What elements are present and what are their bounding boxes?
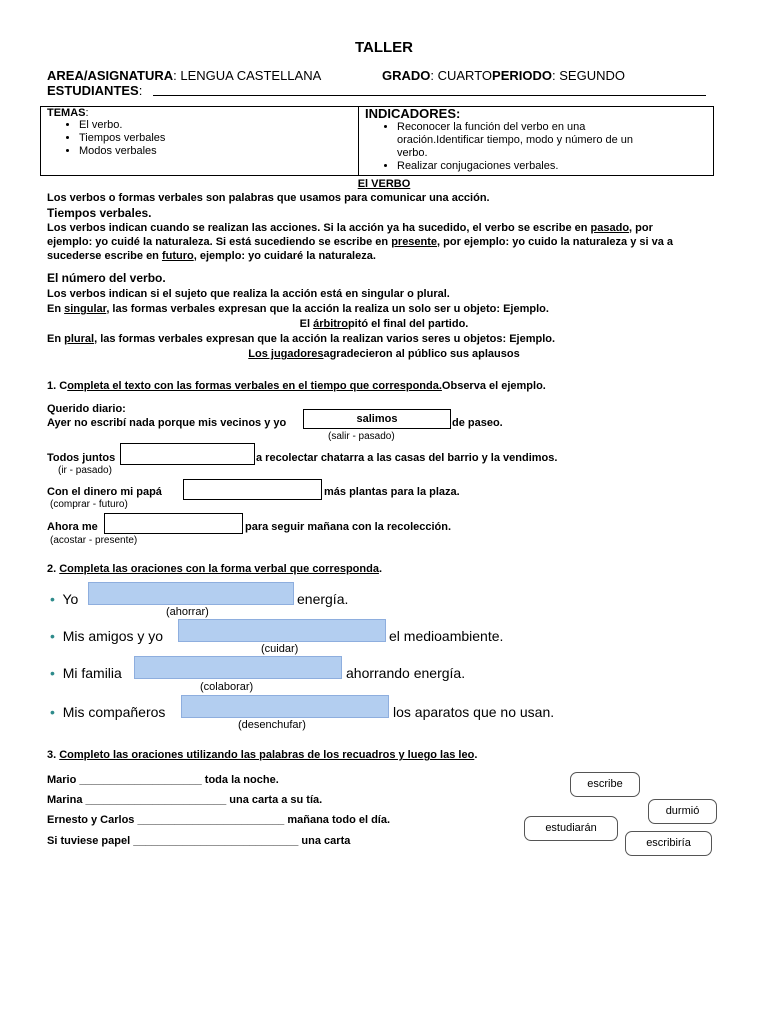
temas-heading: TEMAS — [47, 107, 86, 119]
tiempos-line-2: ejemplo: yo cuidé la naturaleza. Si está sucediendo se escribe en presente, por ejemplo: yo cuido la naturaleza y si va a — [47, 236, 674, 248]
grado-periodo — [382, 68, 625, 83]
indicadores-line: oración.Identificar tiempo, modo y número de un — [397, 134, 634, 146]
page-title: TALLER — [354, 39, 414, 56]
ex1-s3-start: Con el dinero mi papá — [47, 486, 162, 498]
ex2-answer-box-3[interactable] — [134, 656, 342, 679]
ex1-hint-4: (acostar - presente) — [50, 535, 138, 546]
temas-colon: : — [85, 107, 89, 119]
ex1-hint-2: (ir - pasado) — [58, 465, 112, 476]
ex2-item-1-end: energía. — [297, 591, 349, 607]
ex1-answer-box-1[interactable]: salimos — [303, 409, 451, 429]
ex1-greeting: Querido diario: — [47, 403, 126, 415]
ex2-answer-box-4[interactable] — [181, 695, 389, 718]
verbo-intro: Los verbos o formas verbales son palabras que usamos para comunicar una acción. — [47, 192, 490, 204]
ex3-sentence-2: Marina _______________________ una carta a su tía. — [47, 794, 323, 806]
indicadores-cell — [359, 107, 714, 176]
ex1-s2-start: Todos juntos — [47, 452, 116, 464]
numero-heading: El número del verbo. — [47, 271, 166, 285]
word-box-escribe[interactable]: escribe — [570, 772, 640, 797]
ex2-answer-box-1[interactable] — [88, 582, 294, 605]
grado-label: GRADO — [382, 68, 431, 83]
ex1-s1-end: de paseo. — [452, 417, 503, 429]
estudiantes — [47, 83, 142, 98]
grado-value: : CUARTO — [430, 68, 493, 83]
ex2-hint-1: (ahorrar) — [166, 606, 209, 618]
ex2-item-2: • Mis amigos y yo — [50, 628, 164, 644]
estudiantes-colon: : — [138, 83, 143, 98]
singular-example: El árbitropitó el final del partido. — [299, 318, 469, 330]
area-value: : LENGUA CASTELLANA — [173, 68, 322, 83]
numero-line-1: Los verbos indican si el sujeto que realiza la acción está en singular o plural. — [47, 288, 450, 300]
ex2-hint-3: (colaborar) — [200, 681, 254, 693]
ex1-s4-start: Ahora me — [47, 521, 98, 533]
ex1-s2-end: a recolectar chatarra a las casas del barrio y la vendimos. — [256, 452, 558, 464]
estudiantes-line — [153, 95, 706, 96]
ex3-sentence-3: Ernesto y Carlos ________________________ mañana todo el día. — [47, 814, 391, 826]
indicadores-heading: INDICADORES: — [365, 106, 461, 121]
ex1-answer-box-2[interactable] — [120, 443, 255, 465]
temas-indicadores-table — [40, 106, 714, 176]
tiempos-line-3: sucederse escribe en futuro, ejemplo: yo cuidaré la naturaleza. — [47, 250, 376, 262]
ex2-instruction: 2. Completa las oraciones con la forma verbal que corresponda. — [47, 563, 383, 575]
periodo-label: PERIODO — [492, 68, 553, 83]
temas-item: • Tiempos verbales — [79, 132, 352, 145]
area-asignatura — [47, 68, 321, 83]
indicadores-item — [397, 121, 707, 160]
word-box-durmio[interactable]: durmió — [648, 799, 717, 824]
ex2-item-3-end: ahorrando energía. — [346, 665, 466, 681]
indicadores-line: Reconocer la función del verbo en una — [397, 121, 586, 133]
tiempos-line-1: Los verbos indican cuando se realizan las acciones. Si la acción ya ha sucedido, el verbo se escribe en pasado, por — [47, 222, 653, 234]
temas-item: • El verbo. — [79, 119, 352, 132]
temas-item: • Modos verbales — [79, 145, 352, 158]
ex1-s3-end: más plantas para la plaza. — [324, 486, 460, 498]
ex1-instruction: 1. Completa el texto con las formas verbales en el tiempo que corresponda.Observa el ejemplo. — [47, 380, 546, 392]
estudiantes-label: ESTUDIANTES — [47, 83, 139, 98]
ex2-item-1: • Yo — [50, 591, 79, 607]
ex1-hint-1: (salir - pasado) — [328, 431, 395, 442]
indicadores-item: • Realizar conjugaciones verbales. — [397, 160, 707, 173]
ex1-s4-end: para seguir mañana con la recolección. — [245, 521, 452, 533]
ex1-s1-start: Ayer no escribí nada porque mis vecinos y yo — [47, 417, 287, 429]
ex2-hint-4: (desenchufar) — [238, 719, 306, 731]
ex3-sentence-1: Mario ____________________ toda la noche. — [47, 774, 279, 786]
ex3-instruction: 3. Completo las oraciones utilizando las palabras de los recuadros y luego las leo. — [47, 749, 478, 761]
word-box-escribiria[interactable]: escribiría — [625, 831, 712, 856]
verbo-heading: El VERBO — [357, 178, 411, 190]
area-label: AREA/ASIGNATURA — [47, 68, 174, 83]
singular-line: En singular, las formas verbales expresan que la acción la realiza un solo ser u objeto: Ejemplo. — [47, 303, 549, 315]
ex1-answer-box-3[interactable] — [183, 479, 322, 500]
temas-cell — [41, 107, 359, 176]
temas-list — [47, 119, 352, 158]
indicadores-list — [365, 121, 707, 173]
ex2-item-3: • Mi familia — [50, 665, 122, 681]
ex2-item-4: • Mis compañeros — [50, 704, 166, 720]
ex2-item-2-end: el medioambiente. — [389, 628, 504, 644]
indicadores-line: verbo. — [397, 147, 428, 159]
tiempos-heading: Tiempos verbales. — [47, 206, 152, 220]
ex1-answer-box-4[interactable] — [104, 513, 243, 534]
ex2-answer-box-2[interactable] — [178, 619, 386, 642]
ex2-hint-2: (cuidar) — [261, 643, 299, 655]
word-box-estudiaran[interactable]: estudiarán — [524, 816, 618, 841]
plural-example: Los jugadoresagradecieron al público sus aplausos — [248, 348, 520, 360]
ex3-sentence-4: Si tuviese papel ___________________________ una carta — [47, 835, 351, 847]
periodo-value: : SEGUNDO — [552, 68, 625, 83]
plural-line: En plural, las formas verbales expresan que la acción la realizan varios seres u objetos: Ejemplo. — [47, 333, 556, 345]
ex2-item-4-end: los aparatos que no usan. — [393, 704, 555, 720]
ex1-hint-3: (comprar - futuro) — [50, 499, 128, 510]
